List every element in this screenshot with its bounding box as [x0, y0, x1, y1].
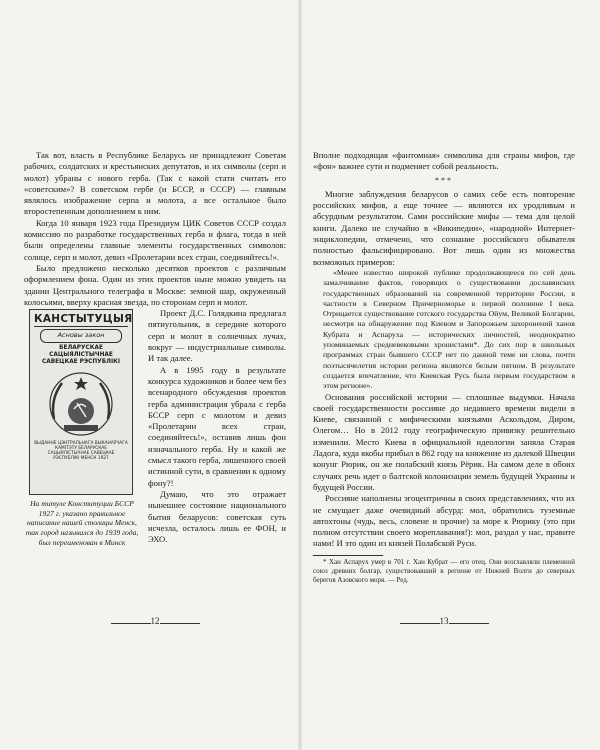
cover-subtitle: Асновы закон: [40, 329, 122, 342]
quote-block: [313, 268, 575, 392]
left-paragraph-1: Так вот, власть в Республике Беларусь не принадлежит Советам рабочих, солдатских и крестьянских депутатов, и их символы (серп и молот) убраны с нового герба. (Так с какой стати считать его «советским»? В советском гербе (и БССР, и СССР) — главным являлось изображение серпа и молота, а все остальное было второстепенным дополнением к ним.: [24, 150, 286, 217]
footnote: * Хан Аспарух умер в 701 г. Хан Кубрат — его отец. Они возглавляли племенной союз древних болгар, существовавший в регионе от Нижней Волги до северных берегов Азовского моря. — Ред.: [313, 557, 575, 584]
right-paragraph-3: Россияне наполнены эгоцентричны в своих представлениях, что их не смущает даже очевидный абсурд: мол, обратились туземные автохтоны (чудь, весь, словене и прочие) за море к Рюрику (это при полном отсутствии своего мореплавания!): мол, раздал у нас, правите нами! И это один из князей Полабской Руси.: [313, 493, 575, 549]
left-paragraph-5: А в 1995 году в результате конкурса художников и более чем без всенародного обсуждения проектов герба администрация убрала с герба БССР серп с молотом и девиз «Пролетарии всех стран, соединяйтесь!», оставив лишь фон изначального герба. Ну и какой же смысл такого герба, лишенного своей истинной сути, в сравнении к одному фону?!: [148, 364, 286, 488]
book-gutter: [298, 0, 302, 750]
left-paragraph-6: Думаю, что это отражает нынешнее состояние национального бытия беларусов: советская суть исчезла, осталось лишь ее ФОН, и ЭХО.: [148, 488, 286, 545]
right-page-number: 13: [313, 616, 575, 626]
cover-title: КАНСТЫТУЦЫЯ: [34, 314, 128, 327]
right-paragraph-1: Многие заблуждения беларусов о самих себе есть повторение российских мифов, а еще точнее — являются их уродливым и абсурдным результатом. Сами российские мифы — тема для целой книги. Далеко не случайно в «Википедии», «народной» Интернет-энциклопедии, отмечено, что сознание российского обывателя полностью фальсифицировано. Вот лишь один из множества возможных примеров:: [313, 188, 575, 267]
left-paragraph-4: Проект Д.С. Голядкина предлагал пятиугольник, в середине которого серп и молот в солнечных лучах, вокруг — индустриальные символы. И так далее.: [148, 308, 286, 364]
left-page-number: 12: [24, 616, 286, 626]
left-paragraph-3: Было предложено несколько десятков проектов с различным оформлением фона. Один из этих проектов ныне можно увидеть на здании Центрального телеграфа в Москве: земной шар, окруженный колосьями, вверху красная звезда, по сторонам серп и молот.: [24, 262, 286, 307]
right-page: [313, 150, 575, 650]
cover-republic: БЕЛАРУСКАЕ САЦЫЯЛІСТЫЧНАЕ САВЕЦКАЕ РЭСПУБЛІКІ: [41, 344, 121, 365]
right-intro: Вполне подходящая «фантомная» символика для страны мифов, где «фон» важнее сути и подменяет собой реальность.: [313, 150, 575, 172]
constitution-cover-image: [29, 309, 133, 495]
quote-text: «Менее известно широкой публике продолжающееся по сей день замалчивание фактов, говорящих о существовании дославянских государственных образований на современной территории России, в частности в Северном Причерноморье в первой половине I века. Отрицается существование готского государства Ойум, Великой Болгарии, несмотря на обнаружение под Киевом и Запорожьем захоронений ханов Кубрата и Аспаруха — исторических личностей, неоднократно упоминаемых средневековыми хронистами*. До сих пор в школьных программах стран бывшего СССР нет по данной теме ни слова, почти поэтысячелетия истории региона являются белым пятном. В результате создается впечатление, что Киевская Русь была первым государством в этом регионе».: [323, 267, 575, 391]
section-separator: ***: [435, 175, 453, 185]
figure-caption: На титуле Конституции БССР 1927 г. указано правильное написание нашей столицы Менск, так город назывался до 1939 года, был переименован в Минск: [25, 499, 139, 547]
left-page: [24, 150, 286, 650]
footnote-rule: [313, 555, 383, 556]
constitution-figure: [24, 309, 140, 547]
right-paragraph-2: Основания российской истории — сплошные выдумки. Начала своей государственности россияне до недавнего времени видели в Киеве, связанной с мифическими князьями Аскольдом, Диром, Олегом… Но в 2012 году географическую привязку решительно изменили. Место Киева в официальной идеологии заняла Старая Ладога, куда якобы прибыл в 862 году на княжение из далекой Швеции конунг Рюрик, он же полабский князь Рёрик. На самом деле в обоих случаях речь идет о балтской колонизации земель будущей Украины и будущей России.: [313, 391, 575, 492]
cover-imprint: ВЫДАННЕ ЦЭНТРАЛЬНАГА ВЫКАНАЎЧАГА КАМІТЭТУ БЕЛАРУСКАЕ САЦЫЯЛІСТЫЧНАЕ САВЕЦКАЕ РЭСПУБЛІКІ МЕНСК 1927: [34, 440, 128, 462]
bssr-emblem-icon: [44, 369, 118, 439]
left-paragraph-2: Когда 10 января 1923 года Президиум ЦИК Советов СССР создал комиссию по разработке государственных герба и флага, тогда в ней были определены главные элементы государственных символов: солнце, серп и молот, девиз «Пролетарии всех стран, соединяйтесь!».: [24, 217, 286, 262]
